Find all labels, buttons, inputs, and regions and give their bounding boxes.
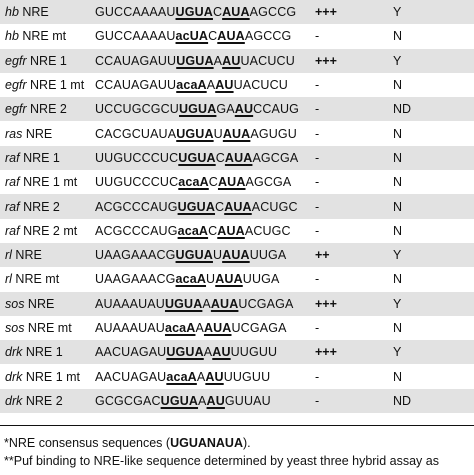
rna-sequence bbox=[95, 364, 311, 388]
nre-name bbox=[0, 0, 95, 24]
rna-sequence bbox=[95, 292, 311, 316]
nre-name bbox=[0, 97, 95, 121]
sequence-segment: AGUGU bbox=[250, 126, 297, 141]
puf-binding-result: N bbox=[393, 126, 403, 141]
nre-name bbox=[0, 146, 95, 170]
gene-name: rl bbox=[5, 272, 12, 287]
sequence-segment: UCGAGA bbox=[238, 296, 294, 311]
gene-name: raf bbox=[5, 223, 20, 238]
nre-label: NRE 2 bbox=[19, 199, 60, 214]
nre-label: NRE 1 bbox=[22, 345, 63, 360]
binding-strength: - bbox=[315, 393, 320, 408]
sequence-segment: U bbox=[212, 248, 223, 263]
sequence-segment: UUGUCCCUC bbox=[95, 175, 179, 190]
puf-binding-result: Y bbox=[393, 345, 402, 360]
puf-binding-result: Y bbox=[393, 5, 402, 20]
sequence-motif: AU bbox=[205, 369, 224, 384]
nre-name bbox=[0, 243, 95, 267]
sequence-motif: acaA bbox=[164, 321, 196, 335]
sequence-segment: UCGAGA bbox=[231, 321, 287, 335]
sequence-motif: AUA bbox=[217, 175, 246, 190]
puf-binding-result: N bbox=[393, 272, 403, 287]
rna-sequence bbox=[95, 73, 311, 97]
sequence-segment: AGCCG bbox=[249, 5, 297, 20]
footnote-puf-binding: **Puf binding to NRE-like sequence determined by yeast three hybrid assay as bbox=[4, 454, 439, 468]
nre-label: NRE mt bbox=[11, 272, 60, 287]
sequence-segment: UUGA bbox=[242, 272, 280, 287]
sequence-motif: AU bbox=[215, 78, 234, 93]
sequence-motif: AU bbox=[234, 102, 254, 117]
table-row bbox=[0, 316, 474, 340]
sequence-segment: C bbox=[208, 223, 218, 238]
nre-name bbox=[0, 73, 95, 97]
sequence-segment: UUGUU bbox=[230, 345, 278, 360]
sequence-segment: CCAUAGAUU bbox=[95, 78, 177, 93]
nre-name bbox=[0, 219, 95, 243]
sequence-motif: AUA bbox=[224, 199, 252, 214]
binding-strength: - bbox=[315, 223, 320, 238]
gene-name: raf bbox=[5, 175, 20, 190]
table-row bbox=[0, 340, 474, 364]
sequence-segment: ACUGC bbox=[251, 199, 298, 214]
sequence-segment: A bbox=[195, 321, 204, 335]
puf-binding-result: Y bbox=[393, 53, 402, 68]
table-row bbox=[0, 49, 474, 73]
puf-binding-result: ND bbox=[393, 102, 412, 117]
puf-binding-result: ND bbox=[393, 393, 412, 408]
sequence-segment: GUUAU bbox=[224, 393, 271, 408]
sequence-motif: AU bbox=[206, 393, 225, 408]
binding-strength: - bbox=[315, 29, 320, 44]
table-row bbox=[0, 267, 474, 291]
gene-name: egfr bbox=[5, 78, 27, 93]
sequence-segment: A bbox=[198, 393, 207, 408]
sequence-segment: GCGCGAC bbox=[95, 393, 161, 408]
nre-label: NRE mt bbox=[24, 321, 72, 335]
sequence-motif: acaA bbox=[166, 369, 197, 384]
sequence-motif: AUA bbox=[215, 272, 243, 287]
puf-binding-result: N bbox=[393, 199, 403, 214]
puf-binding-result: Y bbox=[393, 248, 402, 263]
nre-label: NRE bbox=[22, 126, 53, 141]
sequence-segment: A bbox=[206, 78, 216, 93]
rna-sequence bbox=[95, 49, 311, 73]
binding-strength: +++ bbox=[315, 53, 337, 68]
binding-strength: ++ bbox=[315, 248, 330, 263]
sequence-segment: AUAAAUAU bbox=[95, 296, 165, 311]
sequence-motif: UGUA bbox=[166, 345, 204, 360]
nre-label: NRE bbox=[18, 5, 49, 20]
gene-name: drk bbox=[5, 393, 23, 408]
table-row bbox=[0, 0, 474, 24]
sequence-motif: AUA bbox=[217, 223, 245, 238]
rna-sequence bbox=[95, 0, 311, 24]
sequence-segment: A bbox=[202, 296, 211, 311]
sequence-motif: UGUA bbox=[176, 53, 214, 68]
gene-name: hb bbox=[5, 5, 19, 20]
nre-name bbox=[0, 340, 95, 364]
sequence-segment: AGCGA bbox=[252, 150, 299, 165]
sequence-motif: AUA bbox=[210, 296, 239, 311]
puf-binding-result: N bbox=[393, 175, 403, 190]
sequence-segment: CCAUG bbox=[253, 102, 300, 117]
sequence-segment: AACUAGAU bbox=[95, 345, 167, 360]
sequence-segment: CCAUAGAUU bbox=[95, 53, 177, 68]
nre-name bbox=[0, 24, 95, 48]
nre-label: NRE 1 mt bbox=[22, 369, 81, 384]
binding-strength: +++ bbox=[315, 296, 337, 311]
sequence-segment: GA bbox=[216, 102, 235, 117]
sequence-segment: UUGUU bbox=[223, 369, 271, 384]
sequence-motif: acUA bbox=[175, 29, 209, 44]
puf-binding-result: N bbox=[393, 150, 403, 165]
gene-name: egfr bbox=[5, 53, 27, 68]
table-row bbox=[0, 170, 474, 194]
rna-sequence bbox=[95, 97, 311, 121]
table-row bbox=[0, 219, 474, 243]
nre-label: NRE bbox=[24, 296, 55, 311]
sequence-segment: U bbox=[206, 272, 216, 287]
binding-strength: - bbox=[315, 150, 320, 165]
rna-sequence bbox=[95, 243, 311, 267]
sequence-segment: C bbox=[208, 29, 218, 44]
table-row bbox=[0, 292, 474, 316]
nre-label: NRE 1 mt bbox=[26, 78, 85, 93]
table-row bbox=[0, 24, 474, 48]
table-row bbox=[0, 97, 474, 121]
rna-sequence bbox=[95, 194, 311, 218]
nre-name bbox=[0, 194, 95, 218]
gene-name: drk bbox=[5, 369, 23, 384]
footnote-consensus-prefix: *NRE consensus sequences ( bbox=[4, 436, 171, 450]
binding-strength: - bbox=[315, 78, 320, 93]
binding-strength: +++ bbox=[315, 5, 337, 20]
rna-sequence bbox=[95, 219, 311, 243]
sequence-motif: AU bbox=[222, 53, 241, 68]
sequence-segment: AUAAAUAU bbox=[95, 321, 165, 335]
sequence-segment: UUGA bbox=[249, 248, 287, 263]
sequence-segment: ACGCCCAUG bbox=[95, 223, 178, 238]
sequence-motif: UGUA bbox=[164, 296, 203, 311]
rna-sequence bbox=[95, 340, 311, 364]
rna-sequence bbox=[95, 170, 311, 194]
sequence-segment: U bbox=[213, 126, 223, 141]
nre-name bbox=[0, 267, 95, 291]
sequence-motif: AUA bbox=[222, 248, 250, 263]
sequence-motif: acaA bbox=[175, 272, 207, 287]
sequence-segment: UAAGAAACG bbox=[95, 272, 176, 287]
gene-name: ras bbox=[5, 126, 23, 141]
footnote-consensus-mid: N bbox=[206, 436, 216, 450]
gene-name: sos bbox=[5, 296, 25, 311]
table-row bbox=[0, 146, 474, 170]
sequence-motif: UGUA bbox=[178, 150, 216, 165]
sequence-motif: UGUA bbox=[176, 126, 214, 141]
binding-strength: - bbox=[315, 102, 320, 117]
sequence-motif: acaA bbox=[177, 223, 209, 238]
puf-binding-result: N bbox=[393, 223, 403, 238]
sequence-motif: acaA bbox=[178, 175, 209, 190]
sequence-segment: AGCCG bbox=[244, 29, 292, 44]
sequence-segment: GUCCAAAAU bbox=[95, 29, 176, 44]
sequence-segment: ACGCCCAUG bbox=[95, 199, 178, 214]
gene-name: sos bbox=[5, 321, 25, 335]
sequence-segment: C bbox=[208, 175, 218, 190]
nre-name bbox=[0, 121, 95, 145]
sequence-motif: UGUA bbox=[160, 393, 199, 408]
table-row bbox=[0, 243, 474, 267]
nre-label: NRE 2 bbox=[26, 102, 67, 117]
nre-label: NRE bbox=[11, 248, 42, 263]
binding-strength: - bbox=[315, 175, 320, 190]
footnote-consensus-suffix: ). bbox=[243, 436, 251, 450]
gene-name: egfr bbox=[5, 102, 27, 117]
gene-name: rl bbox=[5, 248, 12, 263]
footnote-consensus-tail: AUA bbox=[215, 436, 243, 450]
gene-name: raf bbox=[5, 150, 20, 165]
nre-label: NRE 1 bbox=[19, 150, 60, 165]
nre-name bbox=[0, 364, 95, 388]
footnote-consensus-core: UGUA bbox=[170, 436, 207, 450]
nre-name bbox=[0, 49, 95, 73]
gene-name: drk bbox=[5, 345, 23, 360]
sequence-segment: A bbox=[196, 369, 206, 384]
sequence-motif: acaA bbox=[176, 78, 207, 93]
nre-name bbox=[0, 389, 95, 413]
sequence-motif: AUA bbox=[222, 126, 251, 141]
sequence-segment: AGCGA bbox=[245, 175, 292, 190]
binding-strength: - bbox=[315, 126, 320, 141]
nre-label: NRE 1 bbox=[26, 53, 67, 68]
binding-strength: - bbox=[315, 272, 320, 287]
table-row bbox=[0, 364, 474, 388]
sequence-motif: UGUA bbox=[175, 5, 213, 20]
table-row bbox=[0, 194, 474, 218]
sequence-segment: CACGCUAUA bbox=[95, 126, 177, 141]
rna-sequence bbox=[95, 267, 311, 291]
footnote-consensus bbox=[0, 434, 474, 452]
nre-name bbox=[0, 316, 95, 340]
binding-strength: - bbox=[315, 321, 320, 335]
rna-sequence bbox=[95, 24, 311, 48]
nre-name bbox=[0, 292, 95, 316]
rna-sequence bbox=[95, 389, 311, 413]
sequence-motif: UGUA bbox=[175, 248, 213, 263]
table-row bbox=[0, 73, 474, 97]
sequence-segment: UUGUCCCUC bbox=[95, 150, 179, 165]
nre-label: NRE mt bbox=[18, 29, 67, 44]
puf-binding-result: N bbox=[393, 78, 403, 93]
table-row bbox=[0, 121, 474, 145]
sequence-segment: AACUAGAU bbox=[95, 369, 167, 384]
nre-label: NRE 2 mt bbox=[19, 223, 78, 238]
nre-label: NRE 2 bbox=[22, 393, 63, 408]
rna-sequence bbox=[95, 121, 311, 145]
puf-binding-result: Y bbox=[393, 296, 402, 311]
sequence-segment: GUCCAAAAU bbox=[95, 5, 176, 20]
sequence-segment: C bbox=[215, 150, 225, 165]
binding-strength: - bbox=[315, 369, 320, 384]
sequence-segment: UAAGAAACG bbox=[95, 248, 176, 263]
sequence-segment: UCCUGCGCU bbox=[95, 102, 179, 117]
sequence-segment: A bbox=[213, 53, 223, 68]
sequence-segment: ACUGC bbox=[244, 223, 291, 238]
footnotes bbox=[0, 425, 474, 475]
sequence-motif: AUA bbox=[203, 321, 232, 335]
sequence-motif: AUA bbox=[224, 150, 253, 165]
sequence-motif: AUA bbox=[217, 29, 245, 44]
gene-name: hb bbox=[5, 29, 19, 44]
gene-name: raf bbox=[5, 199, 20, 214]
nre-label: NRE 1 mt bbox=[19, 175, 78, 190]
sequence-segment: UACUCU bbox=[233, 78, 288, 93]
binding-strength: - bbox=[315, 199, 320, 214]
nre-name bbox=[0, 170, 95, 194]
sequence-motif: AU bbox=[212, 345, 231, 360]
sequence-motif: AUA bbox=[222, 5, 250, 20]
puf-binding-result: N bbox=[393, 321, 403, 335]
sequence-motif: UGUA bbox=[177, 199, 216, 214]
sequence-motif: UGUA bbox=[179, 102, 217, 117]
sequence-segment: C bbox=[212, 5, 223, 20]
binding-strength: +++ bbox=[315, 345, 337, 360]
sequence-segment: UACUCU bbox=[240, 53, 295, 68]
sequence-segment: C bbox=[215, 199, 225, 214]
puf-binding-result: N bbox=[393, 29, 403, 44]
rna-sequence bbox=[95, 146, 311, 170]
rna-sequence bbox=[95, 316, 311, 340]
puf-binding-result: N bbox=[393, 369, 403, 384]
table-row bbox=[0, 389, 474, 413]
sequence-segment: A bbox=[203, 345, 213, 360]
